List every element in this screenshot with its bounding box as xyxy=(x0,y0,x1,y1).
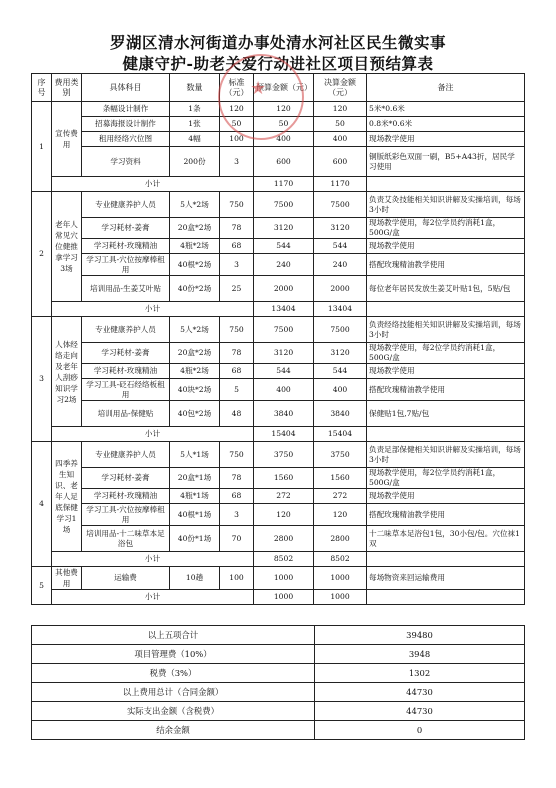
table-row xyxy=(32,468,525,489)
header-budget: 预算金额（元） xyxy=(254,74,314,102)
final-cell: 7500 xyxy=(314,317,367,343)
price-cell: 100 xyxy=(220,132,254,147)
subject-cell: 学习资料 xyxy=(82,147,170,177)
subtotal-row xyxy=(32,302,525,317)
official-seal xyxy=(218,54,304,140)
budget-cell: 3120 xyxy=(254,218,314,239)
qty-cell: 200份 xyxy=(170,147,220,177)
subject-cell: 条幅设计制作 xyxy=(82,102,170,117)
table-row xyxy=(32,401,525,427)
note-cell: 每场物资来回运输费用 xyxy=(367,567,525,590)
subtotal-label: 小计 xyxy=(52,590,254,605)
budget-cell: 272 xyxy=(254,489,314,504)
qty-cell: 40根*1场 xyxy=(170,504,220,526)
final-cell: 3120 xyxy=(314,218,367,239)
price-cell: 48 xyxy=(220,401,254,427)
budget-cell: 120 xyxy=(254,102,314,117)
summary-value: 39480 xyxy=(315,626,525,645)
summary-label: 以上五项合计 xyxy=(32,626,315,645)
subject-cell: 学习耗材-姜膏 xyxy=(82,468,170,489)
qty-cell: 20盒*2场 xyxy=(170,218,220,239)
qty-cell: 4瓶*2场 xyxy=(170,239,220,254)
note-cell: 现场教学使用 xyxy=(367,489,525,504)
category-cell: 宣传费用 xyxy=(52,102,82,177)
final-cell: 272 xyxy=(314,489,367,504)
qty-cell: 1条 xyxy=(170,102,220,117)
subtotal-label: 小计 xyxy=(52,427,254,442)
subtotal-note xyxy=(367,177,525,192)
summary-table xyxy=(31,625,525,740)
seq-cell: 3 xyxy=(32,317,52,442)
qty-cell: 40份*2场 xyxy=(170,276,220,302)
qty-cell: 40根*2场 xyxy=(170,254,220,276)
note-cell: 现场教学使用，每2位学员约消耗1盒，500G/盒 xyxy=(367,218,525,239)
price-cell: 100 xyxy=(220,567,254,590)
price-cell: 68 xyxy=(220,489,254,504)
final-cell: 600 xyxy=(314,147,367,177)
summary-row xyxy=(32,702,525,721)
table-row xyxy=(32,192,525,218)
category-cell: 其他费用 xyxy=(52,567,82,590)
price-cell: 50 xyxy=(220,117,254,132)
document-title-line-1: 罗湖区清水河街道办事处清水河社区民生微实事 xyxy=(109,33,446,52)
qty-cell: 40份*1场 xyxy=(170,526,220,552)
qty-cell: 20盒*2场 xyxy=(170,343,220,364)
note-cell: 0.8米*0.6米 xyxy=(367,117,525,132)
price-cell: 78 xyxy=(220,343,254,364)
budget-cell: 240 xyxy=(254,254,314,276)
summary-label: 项目管理费（10%） xyxy=(32,645,315,664)
summary-value: 44730 xyxy=(315,702,525,721)
qty-cell: 5人*2场 xyxy=(170,317,220,343)
subtotal-row xyxy=(32,427,525,442)
header-category: 费用类别 xyxy=(52,74,82,102)
subtotal-budget: 8502 xyxy=(254,552,314,567)
note-cell: 负责艾灸技能相关知识讲解及实操培训，每场3小时 xyxy=(367,192,525,218)
budget-cell: 7500 xyxy=(254,192,314,218)
note-cell: 每位老年居民发放生姜艾叶贴1包，5贴/包 xyxy=(367,276,525,302)
final-cell: 2800 xyxy=(314,526,367,552)
header-price: 标准（元） xyxy=(220,74,254,102)
summary-label: 结余金额 xyxy=(32,721,315,740)
document-title-line-2: 健康守护-助老关爱行动进社区项目预结算表 xyxy=(122,54,434,73)
note-cell: 现场教学使用，每2位学员约消耗1盒，500G/盒 xyxy=(367,468,525,489)
summary-row xyxy=(32,645,525,664)
final-cell: 3120 xyxy=(314,343,367,364)
final-cell: 50 xyxy=(314,117,367,132)
final-cell: 120 xyxy=(314,102,367,117)
subtotal-note xyxy=(367,590,525,605)
seq-cell: 5 xyxy=(32,567,52,605)
note-cell: 现场教学使用 xyxy=(367,239,525,254)
budget-cell: 544 xyxy=(254,364,314,379)
subject-cell: 学习工具-穴位按摩棒租用 xyxy=(82,504,170,526)
final-cell: 544 xyxy=(314,364,367,379)
final-cell: 1560 xyxy=(314,468,367,489)
budget-cell: 50 xyxy=(254,117,314,132)
subtotal-final: 15404 xyxy=(314,427,367,442)
summary-row xyxy=(32,664,525,683)
header-subject: 具体科目 xyxy=(82,74,170,102)
price-cell: 3 xyxy=(220,504,254,526)
qty-cell: 1张 xyxy=(170,117,220,132)
subject-cell: 培训用品-十二味草本足浴包 xyxy=(82,526,170,552)
price-cell: 70 xyxy=(220,526,254,552)
qty-cell: 20盒*1场 xyxy=(170,468,220,489)
qty-cell: 5人*2场 xyxy=(170,192,220,218)
budget-cell: 2800 xyxy=(254,526,314,552)
table-row xyxy=(32,379,525,401)
final-cell: 120 xyxy=(314,504,367,526)
summary-body xyxy=(32,626,525,740)
subject-cell: 专业健康养护人员 xyxy=(82,442,170,468)
table-row xyxy=(32,343,525,364)
budget-cell: 120 xyxy=(254,504,314,526)
header-note: 备注 xyxy=(367,74,525,102)
budget-cell: 1560 xyxy=(254,468,314,489)
subtotal-row xyxy=(32,590,525,605)
final-cell: 3840 xyxy=(314,401,367,427)
summary-value: 1302 xyxy=(315,664,525,683)
table-row xyxy=(32,567,525,590)
budget-cell: 3840 xyxy=(254,401,314,427)
budget-cell: 400 xyxy=(254,379,314,401)
note-cell: 保健贴1包,7贴/包 xyxy=(367,401,525,427)
table-row xyxy=(32,218,525,239)
table-row xyxy=(32,489,525,504)
note-cell: 现场教学使用，每2位学员约消耗1盒，500G/盒 xyxy=(367,343,525,364)
price-cell: 3 xyxy=(220,147,254,177)
subtotal-budget: 13404 xyxy=(254,302,314,317)
budget-cell: 3120 xyxy=(254,343,314,364)
subject-cell: 运输费 xyxy=(82,567,170,590)
subject-cell: 专业健康养护人员 xyxy=(82,192,170,218)
note-cell: 搭配玫瑰精油教学使用 xyxy=(367,504,525,526)
table-row xyxy=(32,239,525,254)
budget-table xyxy=(31,73,525,605)
budget-cell: 3750 xyxy=(254,442,314,468)
note-cell: 负责经络技能相关知识讲解及实操培训，每场3小时 xyxy=(367,317,525,343)
seq-cell: 4 xyxy=(32,442,52,567)
subject-cell: 学习工具-穴位按摩棒租用 xyxy=(82,254,170,276)
price-cell: 68 xyxy=(220,239,254,254)
price-cell: 750 xyxy=(220,442,254,468)
price-cell: 5 xyxy=(220,379,254,401)
summary-label: 实际支出金额（含税费） xyxy=(32,702,315,721)
budget-cell: 544 xyxy=(254,239,314,254)
qty-cell: 4瓶*2场 xyxy=(170,364,220,379)
price-cell: 120 xyxy=(220,102,254,117)
price-cell: 750 xyxy=(220,317,254,343)
subtotal-note xyxy=(367,427,525,442)
subtotal-label: 小计 xyxy=(52,177,254,192)
table-row xyxy=(32,442,525,468)
subtotal-final: 1000 xyxy=(314,590,367,605)
header-final: 决算金额（元） xyxy=(314,74,367,102)
price-cell: 78 xyxy=(220,218,254,239)
qty-cell: 5人*1场 xyxy=(170,442,220,468)
final-cell: 240 xyxy=(314,254,367,276)
subject-cell: 学习耗材-姜膏 xyxy=(82,218,170,239)
subtotal-row xyxy=(32,177,525,192)
budget-cell: 400 xyxy=(254,132,314,147)
subject-cell: 专业健康养护人员 xyxy=(82,317,170,343)
note-cell: 十二味草本足浴包1包，30小包/包。穴位袜1双 xyxy=(367,526,525,552)
note-cell: 搭配玫瑰精油教学使用 xyxy=(367,379,525,401)
final-cell: 2000 xyxy=(314,276,367,302)
price-cell: 78 xyxy=(220,468,254,489)
price-cell: 68 xyxy=(220,364,254,379)
qty-cell: 40包*2场 xyxy=(170,401,220,427)
subject-cell: 培训用品-保健贴 xyxy=(82,401,170,427)
subject-cell: 学习耗材-姜膏 xyxy=(82,343,170,364)
table-row xyxy=(32,147,525,177)
final-cell: 1000 xyxy=(314,567,367,590)
qty-cell: 10趟 xyxy=(170,567,220,590)
subtotal-note xyxy=(367,552,525,567)
subject-cell: 学习工具-砭石经络板租用 xyxy=(82,379,170,401)
subtotal-final: 13404 xyxy=(314,302,367,317)
note-cell: 现场教学使用 xyxy=(367,132,525,147)
table-row xyxy=(32,364,525,379)
subject-cell: 招募海报设计制作 xyxy=(82,117,170,132)
subject-cell: 学习耗材-玫瑰精油 xyxy=(82,239,170,254)
table-row xyxy=(32,526,525,552)
header-seq: 序号 xyxy=(32,74,52,102)
summary-row xyxy=(32,683,525,702)
subtotal-budget: 1000 xyxy=(254,590,314,605)
category-cell: 老年人常见穴位健推拿学习3场 xyxy=(52,192,82,302)
table-row xyxy=(32,276,525,302)
subtotal-budget: 15404 xyxy=(254,427,314,442)
budget-cell: 1000 xyxy=(254,567,314,590)
qty-cell: 40块*2场 xyxy=(170,379,220,401)
subject-cell: 学习耗材-玫瑰精油 xyxy=(82,489,170,504)
subtotal-label: 小计 xyxy=(52,552,254,567)
note-cell: 搭配玫瑰精油教学使用 xyxy=(367,254,525,276)
budget-cell: 2000 xyxy=(254,276,314,302)
note-cell: 现场教学使用 xyxy=(367,364,525,379)
final-cell: 400 xyxy=(314,132,367,147)
subtotal-row xyxy=(32,552,525,567)
table-row xyxy=(32,504,525,526)
table-row xyxy=(32,254,525,276)
final-cell: 7500 xyxy=(314,192,367,218)
summary-value: 3948 xyxy=(315,645,525,664)
subtotal-final: 1170 xyxy=(314,177,367,192)
budget-cell: 600 xyxy=(254,147,314,177)
note-cell: 铜版纸彩色双面一刷，B5+A43折，居民学习使用 xyxy=(367,147,525,177)
subtotal-budget: 1170 xyxy=(254,177,314,192)
price-cell: 750 xyxy=(220,192,254,218)
table-row xyxy=(32,317,525,343)
summary-value: 44730 xyxy=(315,683,525,702)
price-cell: 25 xyxy=(220,276,254,302)
subject-cell: 租用经络穴位图 xyxy=(82,132,170,147)
qty-cell: 4瓶*1场 xyxy=(170,489,220,504)
category-cell: 人体经络走向及老年人刮痧知识学习2场 xyxy=(52,317,82,427)
table-body xyxy=(32,102,525,605)
subject-cell: 学习耗材-玫瑰精油 xyxy=(82,364,170,379)
header-qty: 数量 xyxy=(170,74,220,102)
note-cell: 负责足部保健相关知识讲解及实操培训，每场3小时 xyxy=(367,442,525,468)
price-cell: 3 xyxy=(220,254,254,276)
note-cell: 5米*0.6米 xyxy=(367,102,525,117)
final-cell: 544 xyxy=(314,239,367,254)
final-cell: 400 xyxy=(314,379,367,401)
summary-row xyxy=(32,626,525,645)
category-cell: 四季养生知识、老年人足底保健学习1场 xyxy=(52,442,82,552)
subtotal-label: 小计 xyxy=(52,302,254,317)
star-icon: ★ xyxy=(250,78,267,99)
budget-cell: 7500 xyxy=(254,317,314,343)
subtotal-note xyxy=(367,302,525,317)
subtotal-final: 8502 xyxy=(314,552,367,567)
summary-value: 0 xyxy=(315,721,525,740)
subject-cell: 培训用品-生姜艾叶贴 xyxy=(82,276,170,302)
summary-row xyxy=(32,721,525,740)
seq-cell: 1 xyxy=(32,102,52,192)
qty-cell: 4幅 xyxy=(170,132,220,147)
seq-cell: 2 xyxy=(32,192,52,317)
summary-label: 税费（3%） xyxy=(32,664,315,683)
summary-label: 以上费用总计（合同金额） xyxy=(32,683,315,702)
final-cell: 3750 xyxy=(314,442,367,468)
